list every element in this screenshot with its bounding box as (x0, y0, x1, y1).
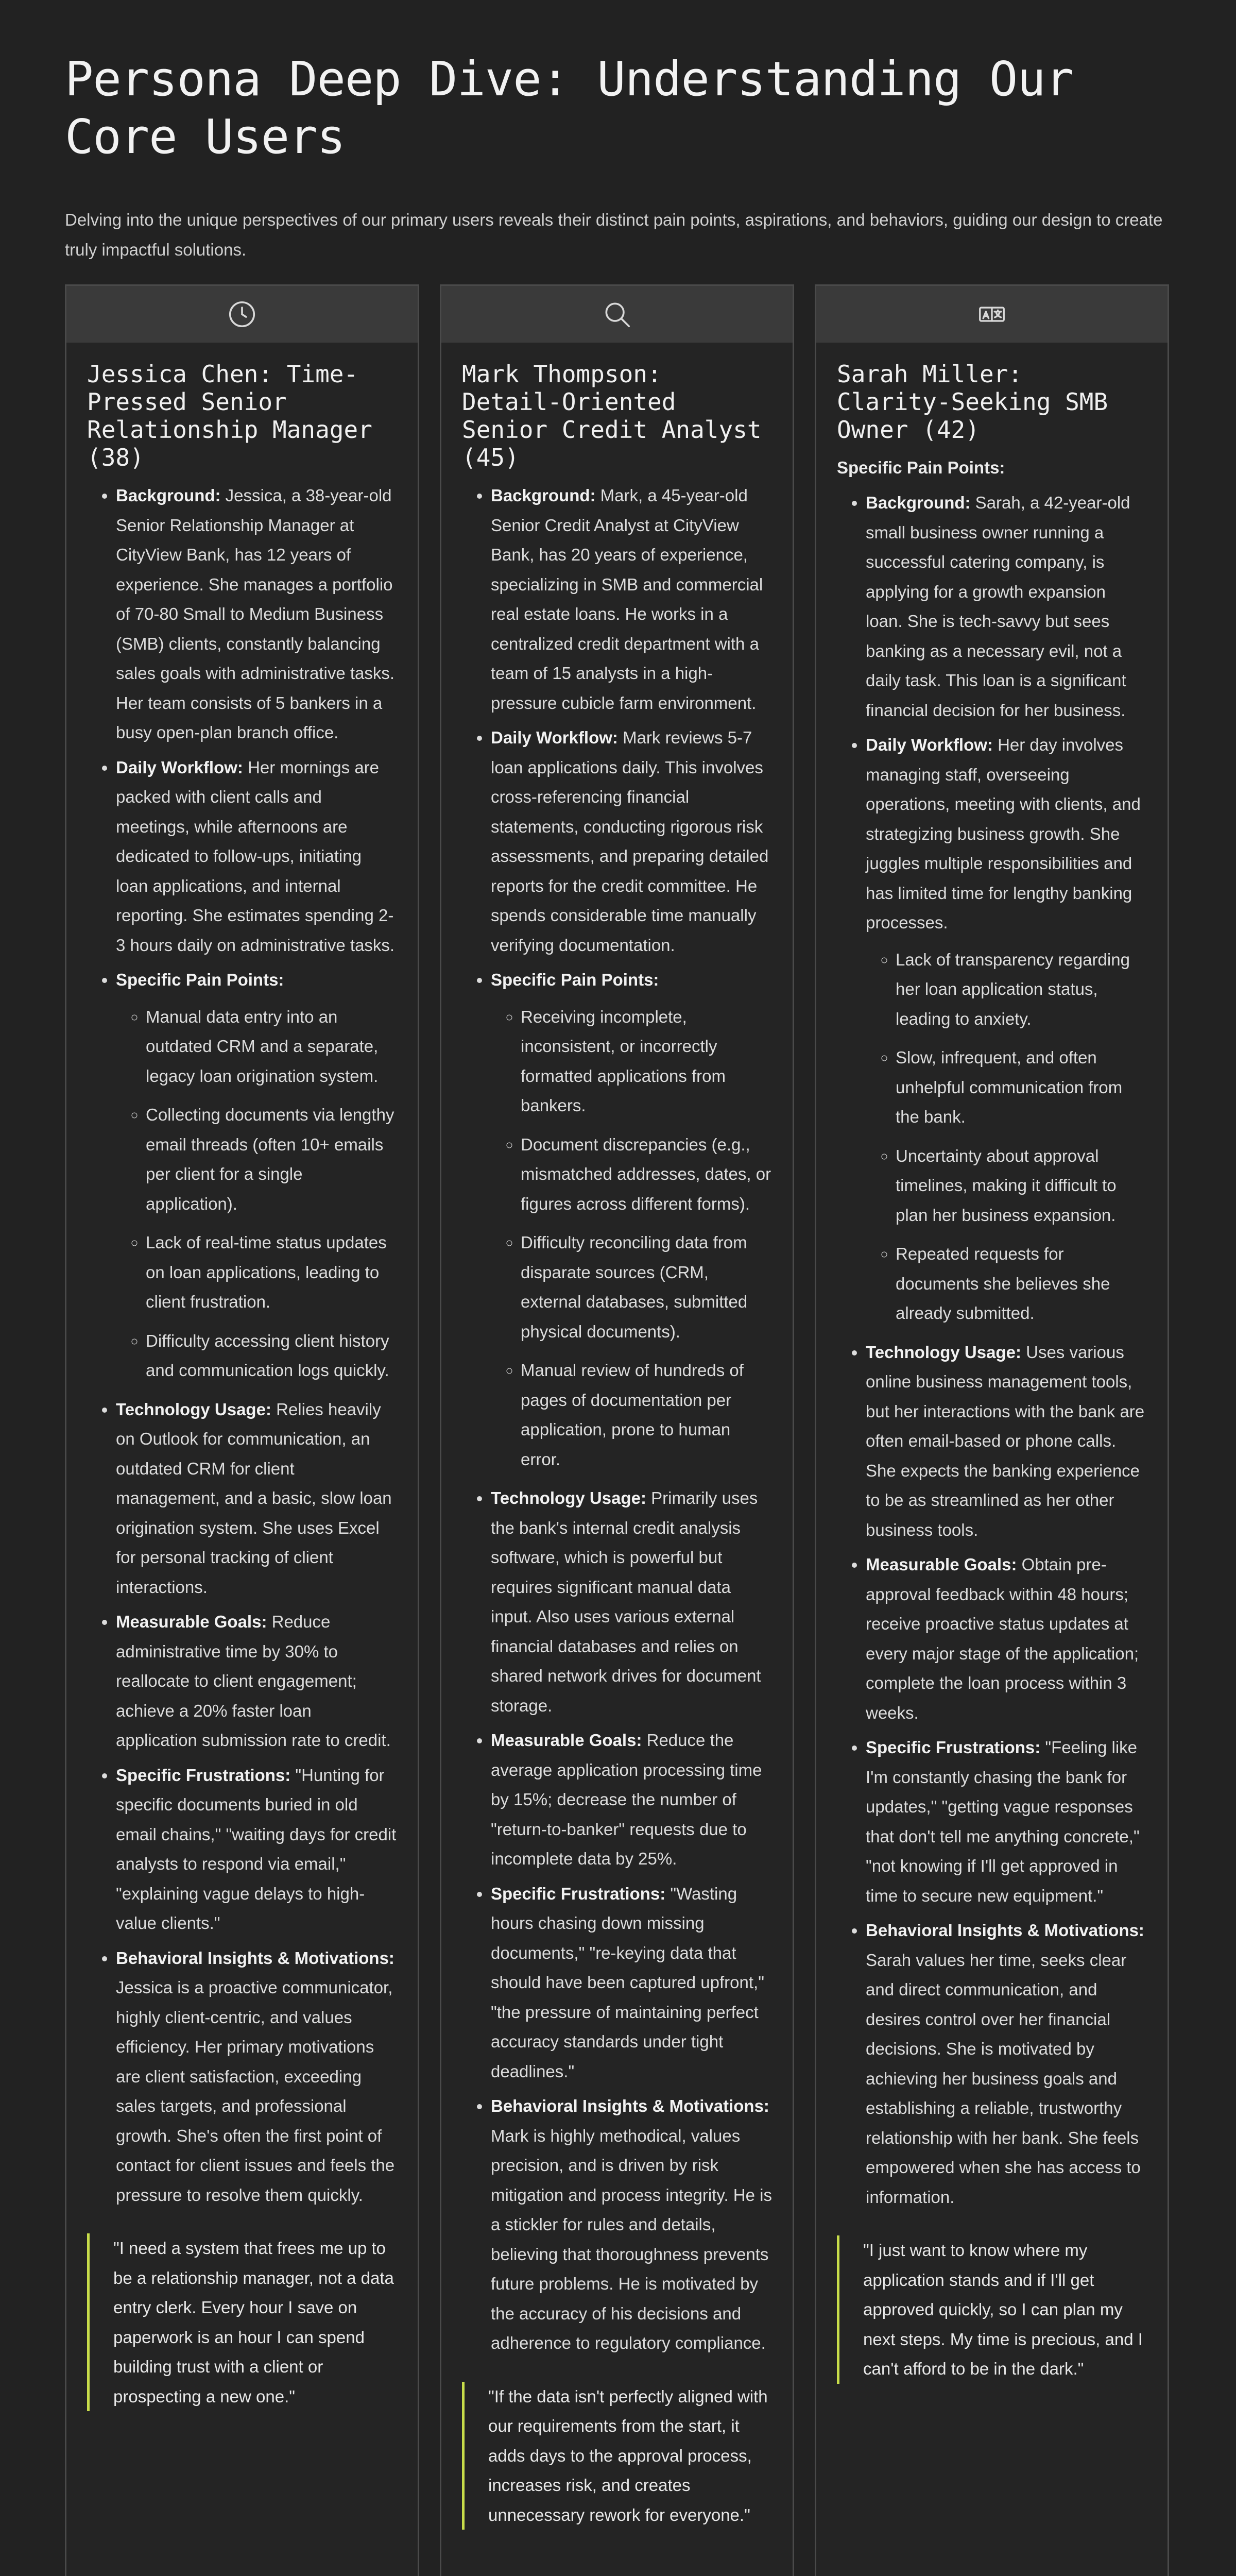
pain-point: ◦ Slow, infrequent, and often unhelpful communication from the bank. (896, 1043, 1147, 1132)
frustrations-label: Specific Frustrations: (491, 1884, 666, 1903)
list-item (866, 1733, 1147, 1910)
list-item (116, 1607, 397, 1755)
search-icon (601, 298, 633, 330)
insights-label: Behavioral Insights & Motivations: (866, 1921, 1144, 1940)
list-item (491, 2091, 772, 2358)
frustrations-label: Specific Frustrations: (116, 1765, 291, 1785)
goals-text: Obtain pre-approval feedback within 48 hours; receive proactive status updates at every major stage of the application; complete the loan process within 3 weeks. (866, 1555, 1139, 1722)
persona-quote: "I just want to know where my application stands and if I'll get approved quickly, so I can plan my next steps. My time is precious, and I can't afford to be in the dark." (837, 2235, 1147, 2384)
insights-label: Behavioral Insights & Motivations: (116, 1948, 394, 1968)
tech-label: Technology Usage: (491, 1488, 646, 1507)
background-label: Background: (491, 486, 596, 505)
workflow-label: Daily Workflow: (491, 728, 618, 747)
frustrations-label: Specific Frustrations: (866, 1738, 1041, 1757)
background-text: Jessica, a 38-year-old Senior Relationship Manager at CityView Bank, has 12 years of experience. She manages a portfolio of 70-80 Small to Medium Business (SMB) clients, constantly balancing sales goals with administrative tasks. Her team consists of 5 bankers in a busy open-plan branch office. (116, 486, 395, 742)
pain-point: ◦ Manual review of hundreds of pages of documentation per application, prone to human error. (521, 1355, 772, 1474)
tech-label: Technology Usage: (116, 1399, 271, 1419)
translate-icon (976, 298, 1008, 330)
insights-text: Sarah values her time, seeks clear and direct communication, and desires control over her financial decisions. She is motivated by achieving her business goals and establishing a reliable, trustworthy relationship with her bank. She feels empowered when she has access to information. (866, 1950, 1141, 2207)
clock-icon (226, 298, 258, 330)
card-header (441, 286, 793, 343)
pain-points-heading: Specific Pain Points: (837, 458, 1005, 477)
insights-label: Behavioral Insights & Motivations: (491, 2096, 769, 2115)
pain-point: ◦ Lack of real-time status updates on loan applications, leading to client frustration. (146, 1228, 397, 1317)
card-header (816, 286, 1168, 343)
background-text: Sarah, a 42-year-old small business owner running a successful catering company, is applying for a growth expansion loan. She is tech-savvy but sees banking as a necessary evil, not a daily task. This loan is a significant financial decision for her business. (866, 493, 1130, 720)
frustrations-text: "Wasting hours chasing down missing documents," "re-keying data that should have been captured upfront," "the pressure of maintaining perfect accuracy standards under tight deadlines." (491, 1884, 764, 2081)
workflow-text: Her mornings are packed with client calls and meetings, while afternoons are dedicated to follow-ups, initiating loan applications, and internal reporting. She estimates spending 2-3 hours daily on administrative tasks. (116, 757, 395, 955)
persona-card-sarah (815, 284, 1169, 2576)
tech-label: Technology Usage: (866, 1342, 1021, 1362)
list-item (491, 965, 772, 1474)
pain-point: ◦ Manual data entry into an outdated CRM and a separate, legacy loan origination system. (146, 1002, 397, 1091)
persona-title: Mark Thompson: Detail-Oriented Senior Credit Analyst (45) (462, 360, 762, 471)
goals-label: Measurable Goals: (491, 1731, 642, 1750)
pain-points-label: Specific Pain Points: (491, 970, 659, 989)
frustrations-text: "Hunting for specific documents buried in old email chains," "waiting days for credit analysts to respond via email," "explaining vague delays to high-value clients." (116, 1765, 397, 1933)
goals-label: Measurable Goals: (866, 1555, 1017, 1574)
workflow-label: Daily Workflow: (866, 735, 993, 754)
pain-point: ◦ Document discrepancies (e.g., mismatched addresses, dates, or figures across different forms). (521, 1130, 772, 1219)
persona-title: Sarah Miller: Clarity-Seeking SMB Owner (42) (837, 360, 1108, 444)
background-text: Mark, a 45-year-old Senior Credit Analyst at CityView Bank, has 20 years of experience, specializing in SMB and commercial real estate loans. He works in a centralized credit department with a team of 15 analysts in a high-pressure cubicle farm environment. (491, 486, 763, 713)
list-item (116, 753, 397, 960)
persona-quote: "I need a system that frees me up to be a relationship manager, not a data entry clerk. Every hour I save on paperwork is an hour I can spend building trust with a client or prospecting a new one." (87, 2233, 397, 2411)
goals-text: Reduce administrative time by 30% to reallocate to client engagement; achieve a 20% faster loan application submission rate to credit. (116, 1612, 391, 1750)
persona-quote: "If the data isn't perfectly aligned with our requirements from the start, it adds days to the approval process, increases risk, and creates unnecessary rework for everyone." (462, 2382, 772, 2530)
list-item (116, 1395, 397, 1602)
pain-point: ◦ Difficulty accessing client history and communication logs quickly. (146, 1326, 397, 1385)
tech-text: Relies heavily on Outlook for communication, an outdated CRM for client management, and a basic, slow loan origination system. She uses Excel for personal tracking of client interactions. (116, 1399, 392, 1597)
pain-point: ◦ Lack of transparency regarding her loan application status, leading to anxiety. (896, 945, 1147, 1034)
pain-points-list (491, 1002, 772, 1475)
pain-points-list (116, 1002, 397, 1385)
list-item (866, 730, 1147, 1328)
pain-point: ◦ Collecting documents via lengthy email threads (often 10+ emails per client for a single application). (146, 1100, 397, 1218)
tech-text: Uses various online business management tools, but her interactions with the bank are often email-based or phone calls. She expects the banking experience to be as streamlined as her other business tools. (866, 1342, 1145, 1539)
goals-text: Reduce the average application processing time by 15%; decrease the number of "return-to-banker" requests due to incomplete data by 25%. (491, 1731, 762, 1868)
list-item (866, 1550, 1147, 1727)
background-label: Background: (866, 493, 971, 512)
insights-text: Mark is highly methodical, values precision, and is driven by risk mitigation and process integrity. He is a stickler for rules and details, believing that thoroughness prevents future problems. He is motivated by the accuracy of his decisions and adherence to regulatory compliance. (491, 2126, 772, 2352)
card-header (66, 286, 418, 343)
persona-details (87, 481, 397, 2210)
list-item (491, 1725, 772, 1874)
workflow-text: Her day involves managing staff, overseeing operations, meeting with clients, and strategizing business growth. She juggles multiple responsibilities and has limited time for lengthy banking processes. (866, 735, 1141, 932)
page-intro: Delving into the unique perspectives of our primary users reveals their distinct pain points, aspirations, and behaviors, guiding our design to create truly impactful solutions. (65, 210, 1163, 259)
page-title: Persona Deep Dive: Understanding Our Core Users (65, 52, 1073, 164)
persona-card-jessica (65, 284, 419, 2576)
pain-point: ◦ Receiving incomplete, inconsistent, or incorrectly formatted applications from bankers. (521, 1002, 772, 1121)
list-item (116, 481, 397, 748)
pain-point: ◦ Uncertainty about approval timelines, making it difficult to plan her business expansion. (896, 1141, 1147, 1230)
list-item (491, 1483, 772, 1720)
list-item (491, 481, 772, 718)
goals-label: Measurable Goals: (116, 1612, 267, 1631)
pain-point: ◦ Repeated requests for documents she believes she already submitted. (896, 1239, 1147, 1328)
list-item (866, 488, 1147, 725)
list-item (116, 965, 397, 1385)
persona-details (462, 481, 772, 2358)
pain-points-list (866, 945, 1147, 1328)
workflow-label: Daily Workflow: (116, 757, 243, 777)
persona-card-mark (440, 284, 794, 2576)
list-item (116, 1943, 397, 2210)
list-item (866, 1337, 1147, 1545)
background-label: Background: (116, 486, 221, 505)
list-item (866, 1916, 1147, 2212)
tech-text: Primarily uses the bank's internal credit analysis software, which is powerful but requires significant manual data input. Also uses various external financial databases and relies on shared network drives for document storage. (491, 1488, 761, 1715)
insights-text: Jessica is a proactive communicator, highly client-centric, and values efficiency. Her primary motivations are client satisfaction, exceeding sales targets, and professional growth. She's often the first point of contact for client issues and feels the pressure to resolve them quickly. (116, 1978, 395, 2205)
list-item (116, 1760, 397, 1938)
pain-points-label: Specific Pain Points: (116, 970, 284, 989)
list-item (491, 723, 772, 960)
persona-title: Jessica Chen: Time-Pressed Senior Relationship Manager (38) (87, 360, 372, 471)
frustrations-text: "Feeling like I'm constantly chasing the bank for updates," "getting vague responses that don't tell me anything concrete," "not knowing if I'll get approved in time to secure new equipment." (866, 1738, 1140, 1905)
persona-details (837, 488, 1147, 2212)
pain-point: ◦ Difficulty reconciling data from disparate sources (CRM, external databases, submitted physical documents). (521, 1228, 772, 1346)
list-item (491, 1879, 772, 2087)
workflow-text: Mark reviews 5-7 loan applications daily. This involves cross-referencing financial statements, conducting rigorous risk assessments, and preparing detailed reports for the credit committee. He spends considerable time manually verifying documentation. (491, 728, 769, 955)
